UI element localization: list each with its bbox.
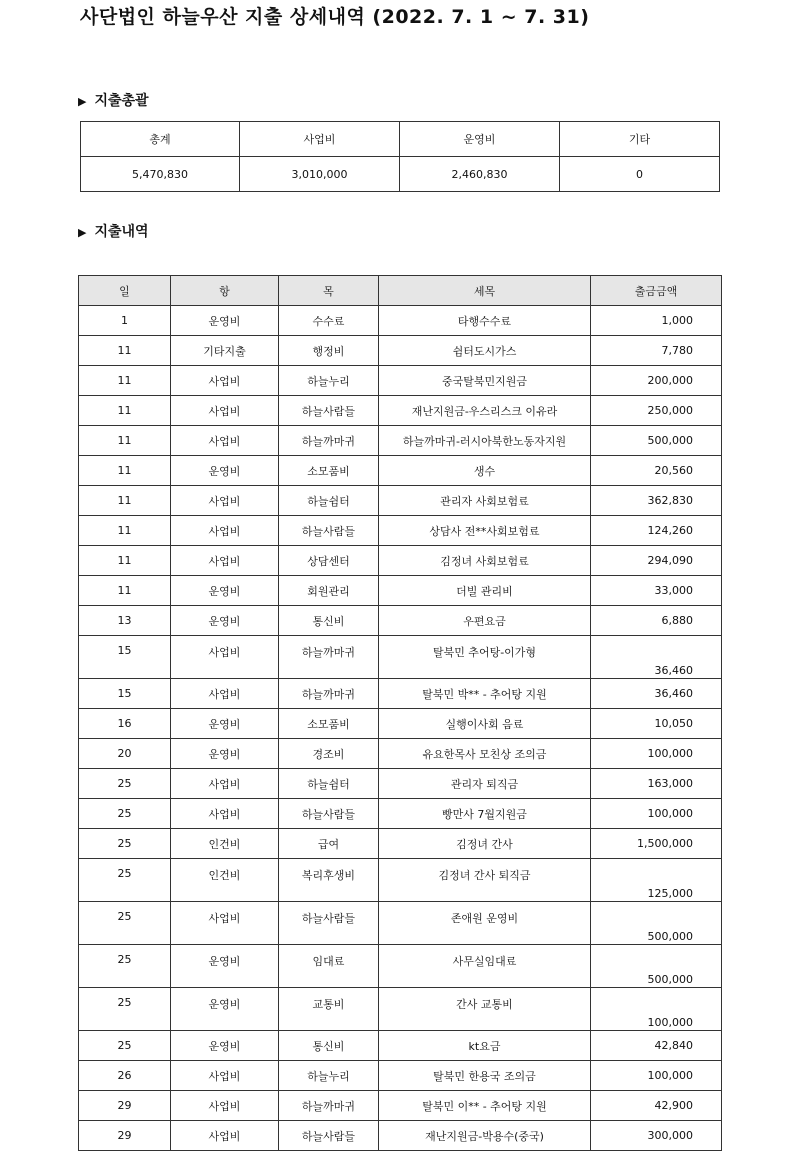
row-amount: 6,880 [591,606,722,636]
row-day: 1 [79,306,171,336]
summary-value-other: 0 [560,157,720,192]
row-day: 25 [79,859,171,902]
table-row [79,576,722,606]
row-item: 하늘사람들 [279,396,379,426]
row-amount: 125,000 [591,859,722,902]
row-subitem: 사무실임대료 [379,945,591,988]
table-row [79,679,722,709]
row-subitem: 유요한목사 모친상 조의금 [379,739,591,769]
summary-header-row [81,122,720,157]
row-day: 11 [79,486,171,516]
summary-header-operating: 운영비 [400,122,560,157]
row-subitem: 하늘까마귀-러시아북한노동자지원 [379,426,591,456]
triangle-bullet-icon: ▶ [78,226,87,239]
row-amount: 36,460 [591,636,722,679]
row-item: 소모품비 [279,709,379,739]
summary-header-total: 총계 [81,122,240,157]
row-subitem: 김정녀 간사 퇴직금 [379,859,591,902]
row-item: 하늘까마귀 [279,679,379,709]
row-category: 운영비 [171,576,279,606]
row-subitem: 탈북민 박** - 추어탕 지원 [379,679,591,709]
row-category: 사업비 [171,902,279,945]
row-day: 11 [79,516,171,546]
row-item: 하늘사람들 [279,1121,379,1151]
row-category: 사업비 [171,486,279,516]
row-category: 사업비 [171,396,279,426]
row-category: 운영비 [171,306,279,336]
row-category: 인건비 [171,829,279,859]
row-category: 기타지출 [171,336,279,366]
row-amount: 7,780 [591,336,722,366]
row-day: 15 [79,636,171,679]
row-subitem: 탈북민 한용국 조의금 [379,1061,591,1091]
row-item: 하늘사람들 [279,902,379,945]
row-subitem: 재난지원금-박용수(중국) [379,1121,591,1151]
row-item: 급여 [279,829,379,859]
row-subitem: 탈북민 이** - 추어탕 지원 [379,1091,591,1121]
summary-value-operating: 2,460,830 [400,157,560,192]
table-row [79,606,722,636]
triangle-bullet-icon: ▶ [78,95,87,108]
row-item: 소모품비 [279,456,379,486]
row-subitem: 우편요금 [379,606,591,636]
row-item: 교통비 [279,988,379,1031]
row-day: 25 [79,945,171,988]
summary-header-business: 사업비 [240,122,400,157]
row-subitem: 관리자 퇴직금 [379,769,591,799]
row-amount: 294,090 [591,546,722,576]
row-subitem: 탈북민 추어탕-이가형 [379,636,591,679]
table-row [79,1091,722,1121]
row-item: 하늘사람들 [279,516,379,546]
row-category: 사업비 [171,769,279,799]
header-item: 목 [279,276,379,306]
row-category: 사업비 [171,679,279,709]
row-day: 11 [79,456,171,486]
row-item: 하늘까마귀 [279,1091,379,1121]
row-category: 운영비 [171,988,279,1031]
row-item: 하늘까마귀 [279,426,379,456]
detail-header-row [79,276,722,306]
row-day: 25 [79,902,171,945]
row-item: 임대료 [279,945,379,988]
summary-value-total: 5,470,830 [81,157,240,192]
row-amount: 20,560 [591,456,722,486]
table-row [79,945,722,988]
row-category: 사업비 [171,426,279,456]
row-subitem: 재난지원금-우스리스크 이유라 [379,396,591,426]
row-day: 11 [79,396,171,426]
row-item: 하늘누리 [279,366,379,396]
detail-table [78,275,722,1151]
table-row [79,516,722,546]
table-row [79,859,722,902]
summary-section-label: 지출총괄 [94,93,149,109]
row-day: 25 [79,799,171,829]
table-row [79,306,722,336]
row-amount: 300,000 [591,1121,722,1151]
row-day: 11 [79,546,171,576]
row-item: 하늘쉼터 [279,486,379,516]
header-subitem: 세목 [379,276,591,306]
row-day: 29 [79,1121,171,1151]
row-day: 29 [79,1091,171,1121]
row-item: 하늘누리 [279,1061,379,1091]
row-category: 운영비 [171,945,279,988]
row-day: 15 [79,679,171,709]
table-row [79,366,722,396]
row-subitem: 상담사 전**사회보험료 [379,516,591,546]
row-day: 25 [79,1031,171,1061]
row-category: 운영비 [171,1031,279,1061]
row-amount: 100,000 [591,988,722,1031]
row-subitem: 더빌 관리비 [379,576,591,606]
row-amount: 33,000 [591,576,722,606]
row-amount: 250,000 [591,396,722,426]
table-row [79,486,722,516]
row-amount: 42,840 [591,1031,722,1061]
detail-section-label: 지출내역 [94,224,149,240]
row-subitem: 쉼터도시가스 [379,336,591,366]
detail-section-heading [78,221,149,241]
row-amount: 100,000 [591,799,722,829]
row-category: 사업비 [171,546,279,576]
row-amount: 100,000 [591,739,722,769]
row-item: 행정비 [279,336,379,366]
header-amount: 출금금액 [591,276,722,306]
header-day: 일 [79,276,171,306]
summary-section-heading [78,90,149,110]
row-amount: 200,000 [591,366,722,396]
row-subitem: 빵만사 7월지원금 [379,799,591,829]
row-item: 하늘쉼터 [279,769,379,799]
row-day: 16 [79,709,171,739]
row-amount: 500,000 [591,902,722,945]
row-amount: 36,460 [591,679,722,709]
row-amount: 1,500,000 [591,829,722,859]
row-subitem: 김정녀 간사 [379,829,591,859]
table-row [79,456,722,486]
row-amount: 1,000 [591,306,722,336]
row-day: 13 [79,606,171,636]
row-category: 인건비 [171,859,279,902]
row-amount: 124,260 [591,516,722,546]
row-amount: 500,000 [591,426,722,456]
row-item: 경조비 [279,739,379,769]
row-day: 11 [79,366,171,396]
header-category: 항 [171,276,279,306]
table-row [79,739,722,769]
row-item: 복리후생비 [279,859,379,902]
summary-table [80,121,720,192]
row-subitem: 생수 [379,456,591,486]
table-row [79,336,722,366]
row-category: 사업비 [171,516,279,546]
table-row [79,426,722,456]
row-amount: 42,900 [591,1091,722,1121]
row-amount: 362,830 [591,486,722,516]
row-day: 26 [79,1061,171,1091]
summary-header-other: 기타 [560,122,720,157]
row-category: 사업비 [171,636,279,679]
row-subitem: 관리자 사회보험료 [379,486,591,516]
row-subitem: 김정녀 사회보험료 [379,546,591,576]
row-subitem: kt요금 [379,1031,591,1061]
row-category: 운영비 [171,606,279,636]
table-row [79,546,722,576]
row-category: 사업비 [171,366,279,396]
row-day: 25 [79,988,171,1031]
row-amount: 10,050 [591,709,722,739]
row-day: 25 [79,829,171,859]
table-row [79,799,722,829]
row-day: 11 [79,426,171,456]
row-category: 운영비 [171,456,279,486]
row-category: 사업비 [171,1121,279,1151]
row-item: 회원관리 [279,576,379,606]
table-row [79,1121,722,1151]
row-item: 하늘사람들 [279,799,379,829]
row-subitem: 간사 교통비 [379,988,591,1031]
row-subitem: 중국탈북민지원금 [379,366,591,396]
row-category: 사업비 [171,1091,279,1121]
row-amount: 500,000 [591,945,722,988]
summary-value-business: 3,010,000 [240,157,400,192]
row-subitem: 타행수수료 [379,306,591,336]
row-subitem: 실행이사회 음료 [379,709,591,739]
row-day: 11 [79,336,171,366]
row-item: 수수료 [279,306,379,336]
row-item: 통신비 [279,1031,379,1061]
table-row [79,988,722,1031]
row-category: 운영비 [171,739,279,769]
row-category: 사업비 [171,799,279,829]
row-category: 운영비 [171,709,279,739]
row-category: 사업비 [171,1061,279,1091]
row-amount: 163,000 [591,769,722,799]
table-row [79,829,722,859]
document-title: 사단법인 하늘우산 지출 상세내역 (2022. 7. 1 ~ 7. 31) [80,6,590,28]
row-item: 상담센터 [279,546,379,576]
table-row [79,396,722,426]
row-item: 하늘까마귀 [279,636,379,679]
row-amount: 100,000 [591,1061,722,1091]
row-day: 25 [79,769,171,799]
row-day: 11 [79,576,171,606]
table-row [79,636,722,679]
row-item: 통신비 [279,606,379,636]
table-row [79,709,722,739]
summary-value-row [81,157,720,192]
row-subitem: 존애원 운영비 [379,902,591,945]
table-row [79,1031,722,1061]
row-day: 20 [79,739,171,769]
table-row [79,1061,722,1091]
table-row [79,902,722,945]
table-row [79,769,722,799]
